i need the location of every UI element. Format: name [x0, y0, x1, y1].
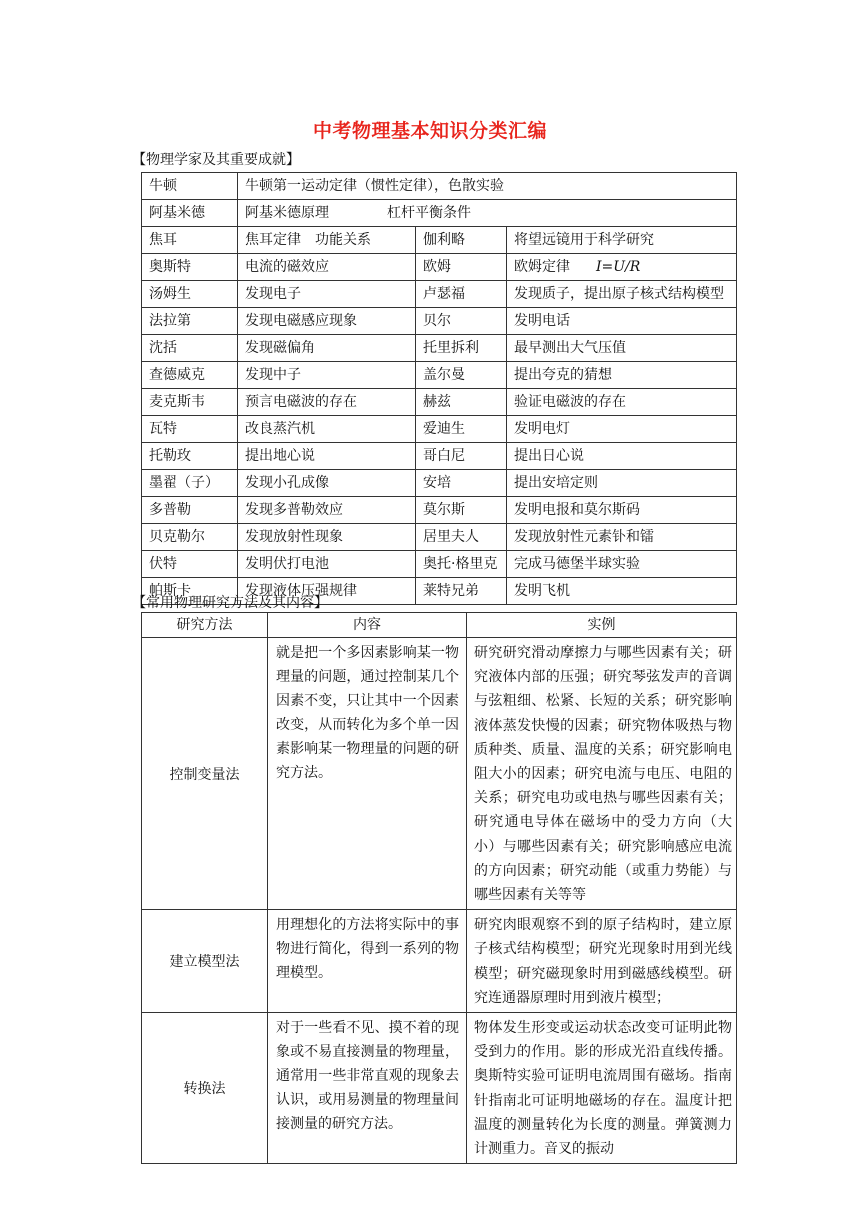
scientist-name: 安培 — [416, 470, 507, 497]
scientist-achievement: 发现液体压强规律 — [238, 578, 416, 605]
scientist-row — [142, 335, 737, 362]
scientist-name: 汤姆生 — [142, 281, 238, 308]
header-example: 实例 — [467, 613, 737, 638]
scientist-name: 托里拆利 — [416, 335, 507, 362]
scientist-achievement — [507, 470, 737, 497]
achievement-text: 发明电话 — [514, 313, 570, 329]
scientist-name: 伏特 — [142, 551, 238, 578]
scientist-name: 瓦特 — [142, 416, 238, 443]
scientist-achievement — [507, 362, 737, 389]
scientist-achievement — [507, 578, 737, 605]
scientist-achievement: 发现电磁感应现象 — [238, 308, 416, 335]
achievement-text: 发现放射性元素钋和镭 — [514, 529, 654, 545]
scientist-name: 墨翟（子） — [142, 470, 238, 497]
scientist-achievement — [507, 551, 737, 578]
achievement-text: 验证电磁波的存在 — [514, 394, 626, 410]
achievement-text: 将望远镜用于科学研究 — [514, 232, 654, 248]
scientist-row — [142, 443, 737, 470]
scientist-name: 赫兹 — [416, 389, 507, 416]
scientist-achievement — [507, 335, 737, 362]
scientists-table — [141, 172, 737, 605]
method-example: 研究肉眼观察不到的原子结构时，建立原子核式结构模型；研究光现象时用到光线模型；研究磁现象时用到磁感线模型。研究连通器原理时用到液片模型； — [467, 910, 737, 1013]
scientist-name: 沈括 — [142, 335, 238, 362]
scientist-name: 法拉第 — [142, 308, 238, 335]
scientist-achievement — [507, 497, 737, 524]
scientist-row — [142, 254, 737, 281]
scientist-row — [142, 551, 737, 578]
scientist-row — [142, 227, 737, 254]
scientist-row — [142, 362, 737, 389]
header-content: 内容 — [268, 613, 467, 638]
scientist-achievement — [507, 416, 737, 443]
achievement-text: 阿基米德原理 — [245, 205, 329, 221]
scientist-name: 麦克斯韦 — [142, 389, 238, 416]
achievement-text: 提出夸克的猜想 — [514, 367, 612, 383]
scientist-achievement: 发明伏打电池 — [238, 551, 416, 578]
document-title: 中考物理基本知识分类汇编 — [312, 120, 547, 142]
scientist-achievement — [507, 389, 737, 416]
section-heading-methods: 【常用物理研究方法及其内容】 — [132, 595, 328, 611]
achievement-text: 发明飞机 — [514, 583, 570, 599]
method-description: 就是把一个多因素影响某一物理量的问题，通过控制某几个因素不变，只让其中一个因素改变，从而转化为多个单一因素影响某一物理量的问题的研究方法。 — [268, 638, 467, 910]
scientist-name: 奥托·格里克 — [416, 551, 507, 578]
method-description: 用理想化的方法将实际中的事物进行简化，得到一系列的物理模型。 — [268, 910, 467, 1013]
achievement-text: 发明电报和莫尔斯码 — [514, 502, 640, 518]
scientist-name: 托勒玫 — [142, 443, 238, 470]
method-name: 建立模型法 — [142, 910, 268, 1013]
scientist-achievement — [507, 443, 737, 470]
scientist-name: 阿基米德 — [142, 200, 238, 227]
scientist-achievement: 预言电磁波的存在 — [238, 389, 416, 416]
scientist-name: 莫尔斯 — [416, 497, 507, 524]
achievement-text: 发明电灯 — [514, 421, 570, 437]
scientist-name: 帕斯卡 — [142, 578, 238, 605]
scientist-achievement: 发现小孔成像 — [238, 470, 416, 497]
method-row — [142, 638, 737, 910]
scientist-row — [142, 470, 737, 497]
scientist-achievement: 发现电子 — [238, 281, 416, 308]
scientist-achievement — [507, 254, 737, 281]
method-example: 研究研究滑动摩擦力与哪些因素有关；研究液体内部的压强；研究琴弦发声的音调与弦粗细、松紧、长短的关系；研究影响液体蒸发快慢的因素；研究物体吸热与物质种类、质量、温度的关系；研究影响电阻大小的因素；研究电流与电压、电阻的关系；研究电功或电热与哪些因素有关；研究通电导体在磁场中的受力方向（大小）与哪些因素有关；研究影响感应电流的方向因素；研究动能（或重力势能）与哪些因素有关等等 — [467, 638, 737, 910]
scientist-achievement: 发现磁偏角 — [238, 335, 416, 362]
achievement-text: 牛顿第一运动定律（惯性定律），色散实验 — [245, 178, 504, 194]
scientist-row — [142, 497, 737, 524]
scientist-name: 查德威克 — [142, 362, 238, 389]
scientist-achievement: 发现多普勒效应 — [238, 497, 416, 524]
method-name: 转换法 — [142, 1013, 268, 1164]
formula-text: I=U/R — [596, 259, 641, 275]
scientist-achievement — [507, 524, 737, 551]
scientist-name: 卢瑟福 — [416, 281, 507, 308]
method-example: 物体发生形变或运动状态改变可证明此物受到力的作用。影的形成光沿直线传播。奥斯特实验可证明电流周围有磁场。指南针指南北可证明地磁场的存在。温度计把温度的测量转化为长度的测量。弹簧测力计测重力。音叉的振动 — [467, 1013, 737, 1164]
scientist-row — [142, 416, 737, 443]
methods-header-row — [142, 613, 737, 638]
scientist-achievement: 发现中子 — [238, 362, 416, 389]
scientist-achievement — [507, 308, 737, 335]
scientist-achievement: 提出地心说 — [238, 443, 416, 470]
scientist-achievement — [238, 200, 737, 227]
scientist-achievement: 焦耳定律 功能关系 — [238, 227, 416, 254]
scientist-name: 贝尔 — [416, 308, 507, 335]
scientist-row — [142, 389, 737, 416]
method-row — [142, 910, 737, 1013]
scientist-row — [142, 524, 737, 551]
scientist-name: 奥斯特 — [142, 254, 238, 281]
scientist-name: 爱迪生 — [416, 416, 507, 443]
scientist-achievement — [507, 227, 737, 254]
achievement-text: 发现质子，提出原子核式结构模型 — [514, 286, 724, 302]
scientist-name: 牛顿 — [142, 173, 238, 200]
method-name: 控制变量法 — [142, 638, 268, 910]
scientist-achievement: 改良蒸汽机 — [238, 416, 416, 443]
scientist-name: 欧姆 — [416, 254, 507, 281]
achievement-text: 欧姆定律 — [514, 259, 570, 275]
scientist-name: 贝克勒尔 — [142, 524, 238, 551]
methods-table — [141, 612, 737, 1164]
achievement-text: 最早测出大气压值 — [514, 340, 626, 356]
scientist-name: 多普勒 — [142, 497, 238, 524]
scientist-achievement — [507, 281, 737, 308]
scientist-row — [142, 308, 737, 335]
scientist-name: 哥白尼 — [416, 443, 507, 470]
achievement-text: 提出安培定则 — [514, 475, 598, 491]
achievement-text: 提出日心说 — [514, 448, 584, 464]
scientist-name: 居里夫人 — [416, 524, 507, 551]
scientist-name: 莱特兄弟 — [416, 578, 507, 605]
scientist-achievement: 发现放射性现象 — [238, 524, 416, 551]
achievement-text: 完成马德堡半球实验 — [514, 556, 640, 572]
header-method: 研究方法 — [142, 613, 268, 638]
scientist-name: 焦耳 — [142, 227, 238, 254]
method-row — [142, 1013, 737, 1164]
scientist-achievement — [238, 173, 737, 200]
achievement-text: 杠杆平衡条件 — [387, 205, 471, 221]
scientist-achievement: 电流的磁效应 — [238, 254, 416, 281]
scientist-name: 盖尔曼 — [416, 362, 507, 389]
method-description: 对于一些看不见、摸不着的现象或不易直接测量的物理量，通常用一些非常直观的现象去认识，或用易测量的物理量间接测量的研究方法。 — [268, 1013, 467, 1164]
scientist-row — [142, 173, 737, 200]
section-heading-scientists: 【物理学家及其重要成就】 — [132, 152, 300, 168]
scientist-row — [142, 200, 737, 227]
scientist-name: 伽利略 — [416, 227, 507, 254]
scientist-row — [142, 281, 737, 308]
